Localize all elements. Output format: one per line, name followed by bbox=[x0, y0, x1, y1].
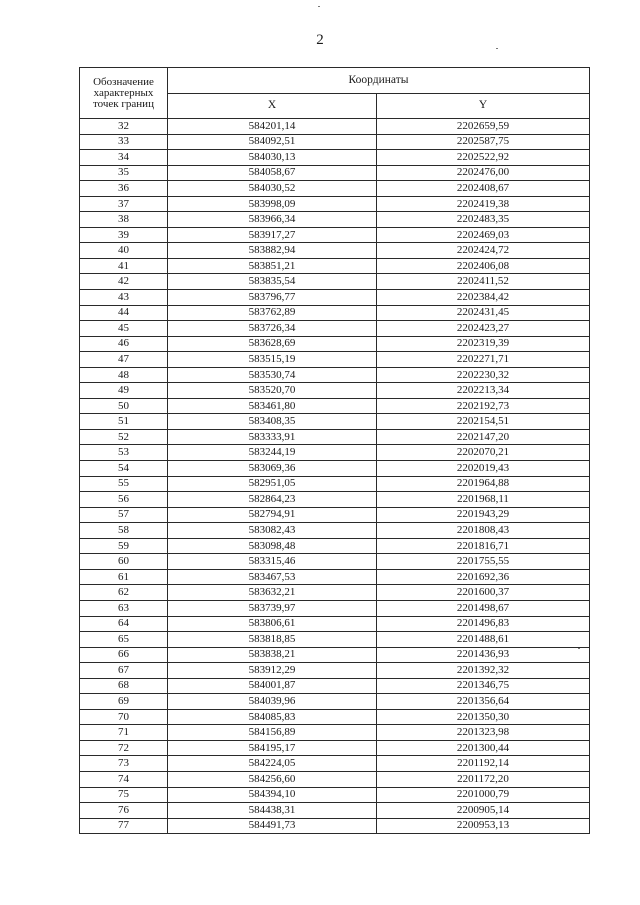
y-coordinate-cell: 2201692,36 bbox=[377, 569, 590, 585]
x-coordinate-cell: 584394,10 bbox=[168, 787, 377, 803]
y-coordinate-cell: 2202192,73 bbox=[377, 398, 590, 414]
y-coordinate-cell: 2201600,37 bbox=[377, 585, 590, 601]
x-coordinate-cell: 583912,29 bbox=[168, 663, 377, 679]
point-number-cell: 59 bbox=[80, 538, 168, 554]
table-row bbox=[80, 181, 590, 197]
scan-speck bbox=[318, 6, 320, 7]
x-coordinate-cell: 583467,53 bbox=[168, 569, 377, 585]
table-row bbox=[80, 694, 590, 710]
point-number-cell: 43 bbox=[80, 290, 168, 306]
table-row bbox=[80, 429, 590, 445]
y-coordinate-cell: 2201964,88 bbox=[377, 476, 590, 492]
y-coordinate-cell: 2201356,64 bbox=[377, 694, 590, 710]
y-coordinate-cell: 2202522,92 bbox=[377, 150, 590, 166]
scan-speck bbox=[496, 48, 498, 49]
table-row bbox=[80, 523, 590, 539]
x-coordinate-cell: 583315,46 bbox=[168, 554, 377, 570]
point-number-cell: 35 bbox=[80, 165, 168, 181]
x-coordinate-cell: 583069,36 bbox=[168, 461, 377, 477]
y-coordinate-cell: 2202147,20 bbox=[377, 429, 590, 445]
x-coordinate-cell: 583515,19 bbox=[168, 352, 377, 368]
point-number-cell: 44 bbox=[80, 305, 168, 321]
table-row bbox=[80, 398, 590, 414]
y-coordinate-cell: 2201488,61 bbox=[377, 632, 590, 648]
point-number-cell: 47 bbox=[80, 352, 168, 368]
table-row bbox=[80, 632, 590, 648]
y-coordinate-cell: 2202587,75 bbox=[377, 134, 590, 150]
x-coordinate-cell: 583726,34 bbox=[168, 321, 377, 337]
y-coordinate-cell: 2201172,20 bbox=[377, 771, 590, 787]
table-row bbox=[80, 367, 590, 383]
table-row bbox=[80, 818, 590, 834]
y-coordinate-cell: 2202483,35 bbox=[377, 212, 590, 228]
table-row bbox=[80, 196, 590, 212]
y-coordinate-cell: 2202384,42 bbox=[377, 290, 590, 306]
point-label-header bbox=[80, 68, 168, 119]
table-row bbox=[80, 647, 590, 663]
point-number-cell: 32 bbox=[80, 119, 168, 135]
table-row bbox=[80, 119, 590, 135]
x-coordinate-cell: 584224,05 bbox=[168, 756, 377, 772]
x-coordinate-cell: 584039,96 bbox=[168, 694, 377, 710]
table-row bbox=[80, 383, 590, 399]
table-row bbox=[80, 554, 590, 570]
point-number-cell: 50 bbox=[80, 398, 168, 414]
x-coordinate-cell: 584256,60 bbox=[168, 771, 377, 787]
coordinates-table bbox=[79, 67, 590, 834]
x-coordinate-cell: 583806,61 bbox=[168, 616, 377, 632]
point-number-cell: 36 bbox=[80, 181, 168, 197]
table-row bbox=[80, 336, 590, 352]
x-coordinate-cell: 583739,97 bbox=[168, 600, 377, 616]
x-coordinate-cell: 583818,85 bbox=[168, 632, 377, 648]
y-coordinate-cell: 2201300,44 bbox=[377, 740, 590, 756]
table-row bbox=[80, 600, 590, 616]
table-row bbox=[80, 740, 590, 756]
y-coordinate-cell: 2202019,43 bbox=[377, 461, 590, 477]
point-number-cell: 41 bbox=[80, 258, 168, 274]
table-row bbox=[80, 663, 590, 679]
y-coordinate-cell: 2202213,34 bbox=[377, 383, 590, 399]
y-coordinate-cell: 2202408,67 bbox=[377, 181, 590, 197]
coordinates-table-body bbox=[80, 119, 590, 834]
coordinates-group-header: Координаты bbox=[168, 68, 590, 94]
table-row bbox=[80, 445, 590, 461]
table-row bbox=[80, 414, 590, 430]
point-number-cell: 52 bbox=[80, 429, 168, 445]
y-coordinate-cell: 2201496,83 bbox=[377, 616, 590, 632]
x-column-header: X bbox=[168, 94, 377, 119]
y-column-header: Y bbox=[377, 94, 590, 119]
point-number-cell: 73 bbox=[80, 756, 168, 772]
y-coordinate-cell: 2201816,71 bbox=[377, 538, 590, 554]
point-number-cell: 33 bbox=[80, 134, 168, 150]
table-row bbox=[80, 165, 590, 181]
x-coordinate-cell: 583882,94 bbox=[168, 243, 377, 259]
y-coordinate-cell: 2202154,51 bbox=[377, 414, 590, 430]
point-number-cell: 66 bbox=[80, 647, 168, 663]
table-row bbox=[80, 803, 590, 819]
point-number-cell: 77 bbox=[80, 818, 168, 834]
x-coordinate-cell: 583098,48 bbox=[168, 538, 377, 554]
point-number-cell: 75 bbox=[80, 787, 168, 803]
x-coordinate-cell: 583762,89 bbox=[168, 305, 377, 321]
y-coordinate-cell: 2201943,29 bbox=[377, 507, 590, 523]
point-label-line: характерных bbox=[93, 86, 154, 99]
y-coordinate-cell: 2201436,93 bbox=[377, 647, 590, 663]
x-coordinate-cell: 584001,87 bbox=[168, 678, 377, 694]
x-coordinate-cell: 583408,35 bbox=[168, 414, 377, 430]
x-coordinate-cell: 584491,73 bbox=[168, 818, 377, 834]
x-coordinate-cell: 584085,83 bbox=[168, 709, 377, 725]
y-coordinate-cell: 2201392,32 bbox=[377, 663, 590, 679]
x-coordinate-cell: 584195,17 bbox=[168, 740, 377, 756]
x-coordinate-cell: 583530,74 bbox=[168, 367, 377, 383]
table-row bbox=[80, 725, 590, 741]
x-coordinate-cell: 584058,67 bbox=[168, 165, 377, 181]
y-coordinate-cell: 2202423,27 bbox=[377, 321, 590, 337]
y-coordinate-cell: 2202469,03 bbox=[377, 227, 590, 243]
table-row bbox=[80, 461, 590, 477]
x-coordinate-cell: 583917,27 bbox=[168, 227, 377, 243]
table-row bbox=[80, 290, 590, 306]
y-coordinate-cell: 2201755,55 bbox=[377, 554, 590, 570]
x-coordinate-cell: 583851,21 bbox=[168, 258, 377, 274]
table-row bbox=[80, 538, 590, 554]
point-number-cell: 60 bbox=[80, 554, 168, 570]
table-row bbox=[80, 243, 590, 259]
y-coordinate-cell: 2202431,45 bbox=[377, 305, 590, 321]
table-row bbox=[80, 678, 590, 694]
x-coordinate-cell: 583244,19 bbox=[168, 445, 377, 461]
y-coordinate-cell: 2201192,14 bbox=[377, 756, 590, 772]
table-row bbox=[80, 227, 590, 243]
y-coordinate-cell: 2202424,72 bbox=[377, 243, 590, 259]
page-number: 2 bbox=[316, 32, 324, 48]
x-coordinate-cell: 583628,69 bbox=[168, 336, 377, 352]
point-number-cell: 55 bbox=[80, 476, 168, 492]
point-number-cell: 69 bbox=[80, 694, 168, 710]
x-coordinate-cell: 583333,91 bbox=[168, 429, 377, 445]
point-label-line: Обозначение bbox=[93, 75, 154, 88]
point-number-cell: 53 bbox=[80, 445, 168, 461]
point-number-cell: 68 bbox=[80, 678, 168, 694]
x-coordinate-cell: 584201,14 bbox=[168, 119, 377, 135]
point-number-cell: 62 bbox=[80, 585, 168, 601]
table-row bbox=[80, 507, 590, 523]
y-coordinate-cell: 2202419,38 bbox=[377, 196, 590, 212]
y-coordinate-cell: 2202230,32 bbox=[377, 367, 590, 383]
y-coordinate-cell: 2202406,08 bbox=[377, 258, 590, 274]
x-coordinate-cell: 583966,34 bbox=[168, 212, 377, 228]
x-coordinate-cell: 583082,43 bbox=[168, 523, 377, 539]
y-coordinate-cell: 2200953,13 bbox=[377, 818, 590, 834]
point-number-cell: 51 bbox=[80, 414, 168, 430]
table-row bbox=[80, 258, 590, 274]
point-number-cell: 71 bbox=[80, 725, 168, 741]
x-coordinate-cell: 583632,21 bbox=[168, 585, 377, 601]
point-number-cell: 76 bbox=[80, 803, 168, 819]
point-number-cell: 39 bbox=[80, 227, 168, 243]
table-row bbox=[80, 569, 590, 585]
x-coordinate-cell: 584030,52 bbox=[168, 181, 377, 197]
y-coordinate-cell: 2201000,79 bbox=[377, 787, 590, 803]
x-coordinate-cell: 582864,23 bbox=[168, 492, 377, 508]
x-coordinate-cell: 584030,13 bbox=[168, 150, 377, 166]
x-coordinate-cell: 582951,05 bbox=[168, 476, 377, 492]
y-coordinate-cell: 2201968,11 bbox=[377, 492, 590, 508]
table-row bbox=[80, 134, 590, 150]
table-row bbox=[80, 352, 590, 368]
point-number-cell: 65 bbox=[80, 632, 168, 648]
x-coordinate-cell: 583835,54 bbox=[168, 274, 377, 290]
point-number-cell: 63 bbox=[80, 600, 168, 616]
table-row bbox=[80, 585, 590, 601]
x-coordinate-cell: 584156,89 bbox=[168, 725, 377, 741]
y-coordinate-cell: 2202271,71 bbox=[377, 352, 590, 368]
point-number-cell: 67 bbox=[80, 663, 168, 679]
x-coordinate-cell: 582794,91 bbox=[168, 507, 377, 523]
y-coordinate-cell: 2202476,00 bbox=[377, 165, 590, 181]
table-row bbox=[80, 305, 590, 321]
y-coordinate-cell: 2201808,43 bbox=[377, 523, 590, 539]
x-coordinate-cell: 583461,80 bbox=[168, 398, 377, 414]
table-row bbox=[80, 212, 590, 228]
point-number-cell: 74 bbox=[80, 771, 168, 787]
x-coordinate-cell: 583796,77 bbox=[168, 290, 377, 306]
point-number-cell: 40 bbox=[80, 243, 168, 259]
point-number-cell: 49 bbox=[80, 383, 168, 399]
point-number-cell: 57 bbox=[80, 507, 168, 523]
point-number-cell: 46 bbox=[80, 336, 168, 352]
point-number-cell: 45 bbox=[80, 321, 168, 337]
point-number-cell: 34 bbox=[80, 150, 168, 166]
x-coordinate-cell: 584092,51 bbox=[168, 134, 377, 150]
point-number-cell: 58 bbox=[80, 523, 168, 539]
x-coordinate-cell: 583838,21 bbox=[168, 647, 377, 663]
y-coordinate-cell: 2201323,98 bbox=[377, 725, 590, 741]
table-row bbox=[80, 321, 590, 337]
x-coordinate-cell: 584438,31 bbox=[168, 803, 377, 819]
table-row bbox=[80, 492, 590, 508]
table-row bbox=[80, 274, 590, 290]
table-row bbox=[80, 150, 590, 166]
table-row bbox=[80, 616, 590, 632]
y-coordinate-cell: 2202659,59 bbox=[377, 119, 590, 135]
y-coordinate-cell: 2202070,21 bbox=[377, 445, 590, 461]
table-row bbox=[80, 771, 590, 787]
point-number-cell: 64 bbox=[80, 616, 168, 632]
point-number-cell: 54 bbox=[80, 461, 168, 477]
table-row bbox=[80, 787, 590, 803]
point-number-cell: 38 bbox=[80, 212, 168, 228]
y-coordinate-cell: 2200905,14 bbox=[377, 803, 590, 819]
table-row bbox=[80, 756, 590, 772]
y-coordinate-cell: 2202319,39 bbox=[377, 336, 590, 352]
point-number-cell: 48 bbox=[80, 367, 168, 383]
point-number-cell: 42 bbox=[80, 274, 168, 290]
y-coordinate-cell: 2201346,75 bbox=[377, 678, 590, 694]
y-coordinate-cell: 2201498,67 bbox=[377, 600, 590, 616]
point-number-cell: 72 bbox=[80, 740, 168, 756]
point-label-line: точек границ bbox=[93, 97, 154, 110]
point-number-cell: 56 bbox=[80, 492, 168, 508]
table-row bbox=[80, 709, 590, 725]
y-coordinate-cell: 2202411,52 bbox=[377, 274, 590, 290]
x-coordinate-cell: 583998,09 bbox=[168, 196, 377, 212]
point-number-cell: 37 bbox=[80, 196, 168, 212]
point-number-cell: 61 bbox=[80, 569, 168, 585]
y-coordinate-cell: 2201350,30 bbox=[377, 709, 590, 725]
point-number-cell: 70 bbox=[80, 709, 168, 725]
table-row bbox=[80, 476, 590, 492]
x-coordinate-cell: 583520,70 bbox=[168, 383, 377, 399]
